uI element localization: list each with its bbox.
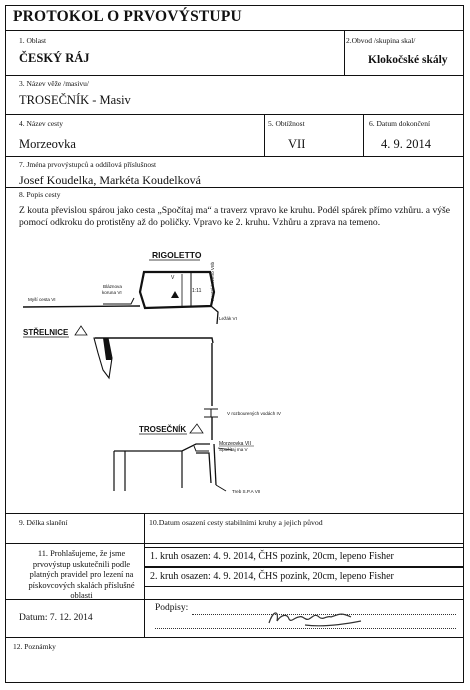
climbers-row [6,157,463,188]
description-label: 8. Popis cesty [19,190,61,199]
rigoletto-label: RIGOLETTO [152,250,202,260]
date-done-label: 6. Datum dokončení [369,119,431,128]
rozb-label: V rozbourených vodách IV [227,411,281,416]
district-label: 2.Obvod /skupina skal/ [346,36,416,45]
rigoletto-rock [140,272,214,308]
anchor-text-2: 2. kruh osazen: 4. 9. 2014, ČHS pozink, 20cm, lepeno Fisher [150,571,394,582]
strelnice-triangle-icon [75,326,87,335]
anchor-text-1: 1. kruh osazen: 4. 9. 2014, ČHS pozink, 20cm, lepeno Fisher [150,551,394,562]
trosecnik-triangle-icon [190,424,203,433]
title-row [6,6,463,31]
area-value: ČESKÝ RÁJ [19,51,90,65]
notes-label: 12. Poznámky [13,642,56,651]
description-row [6,188,463,514]
morz-label: Morzeovka VII [219,441,251,447]
anchors-label: 10.Datum osazení cesty stabilními kruhy a jejich původ [149,518,323,527]
district-value: Klokočské skály [368,54,448,66]
anchor-row-2 [144,567,463,587]
description-text: Z kouta převislou spárou jako cesta „Spočítaj ma“ a traverz vpravo ke kruhu. Podél spárek přímo vzhůru. a výše pomocí odkroku do protistěny až do poličky. Vpravo ke 2. kruhu. Vzhůru a zprava na temeno. [19,205,451,229]
climbers-label: 7. Jména prvovýstupců a oddílová příslušnost [19,160,157,169]
signature-row [6,600,463,638]
v-text: V [171,275,175,281]
rappel-row [6,514,463,544]
signed-date-label: Datum: [19,613,48,623]
strelnice-label: STŘELNICE [23,328,69,337]
grade-value: VII [288,137,306,151]
tower-label: 3. Název věže /masivu/ [19,79,89,88]
declaration-text: 11. Prohlašujeme, že jsme prvovýstup uskutečnili podle platných pravidel pro lezení na pískovcových skalách příslušné oblasti [28,549,135,601]
pout-label: Poutní hoveno VIIb [210,261,215,301]
notes-row [6,638,463,684]
route-label: 4. Název cesty [19,119,63,128]
tower-row [6,76,463,115]
anchor-row-1 [144,547,463,567]
summit-marker-icon [171,291,179,298]
handwritten-signature [261,605,371,631]
route-value: Morzeovka [19,137,76,151]
lezak-label: Ležák VI [219,316,237,321]
route-row [6,115,463,157]
signed-date [19,613,93,623]
blazen-label-2: koruna VI [102,290,122,295]
topo-diagram [6,188,463,514]
tower-value: TROSEČNÍK - Masiv [19,93,131,107]
treb-label: Treb S.P.A VII [232,489,261,494]
signed-date-value: 7. 12. 2014 [49,613,93,623]
declaration-row [6,544,463,600]
page-title: PROTOKOL O PRVOVÝSTUPU [13,8,242,25]
trosecnik-label: TROSEČNÍK [139,425,187,434]
summit-text: 1:11 [192,288,202,294]
signatures-label: Podpisy: [155,603,189,613]
blazen-label-1: Bláznova [103,284,122,289]
area-label: 1. Oblast [19,36,47,45]
date-done-value: 4. 9. 2014 [381,137,431,151]
area-row [6,31,463,76]
protocol-sheet [5,5,464,683]
climbers-value: Josef Koudelka, Markéta Koudelková [19,173,201,187]
mys-label: Myší cesta VI [28,297,56,302]
spoc-label: Spočítaj ma V [219,447,248,452]
rappel-label: 9. Délka slanění [19,518,68,527]
grade-label: 5. Obtížnost [268,119,305,128]
